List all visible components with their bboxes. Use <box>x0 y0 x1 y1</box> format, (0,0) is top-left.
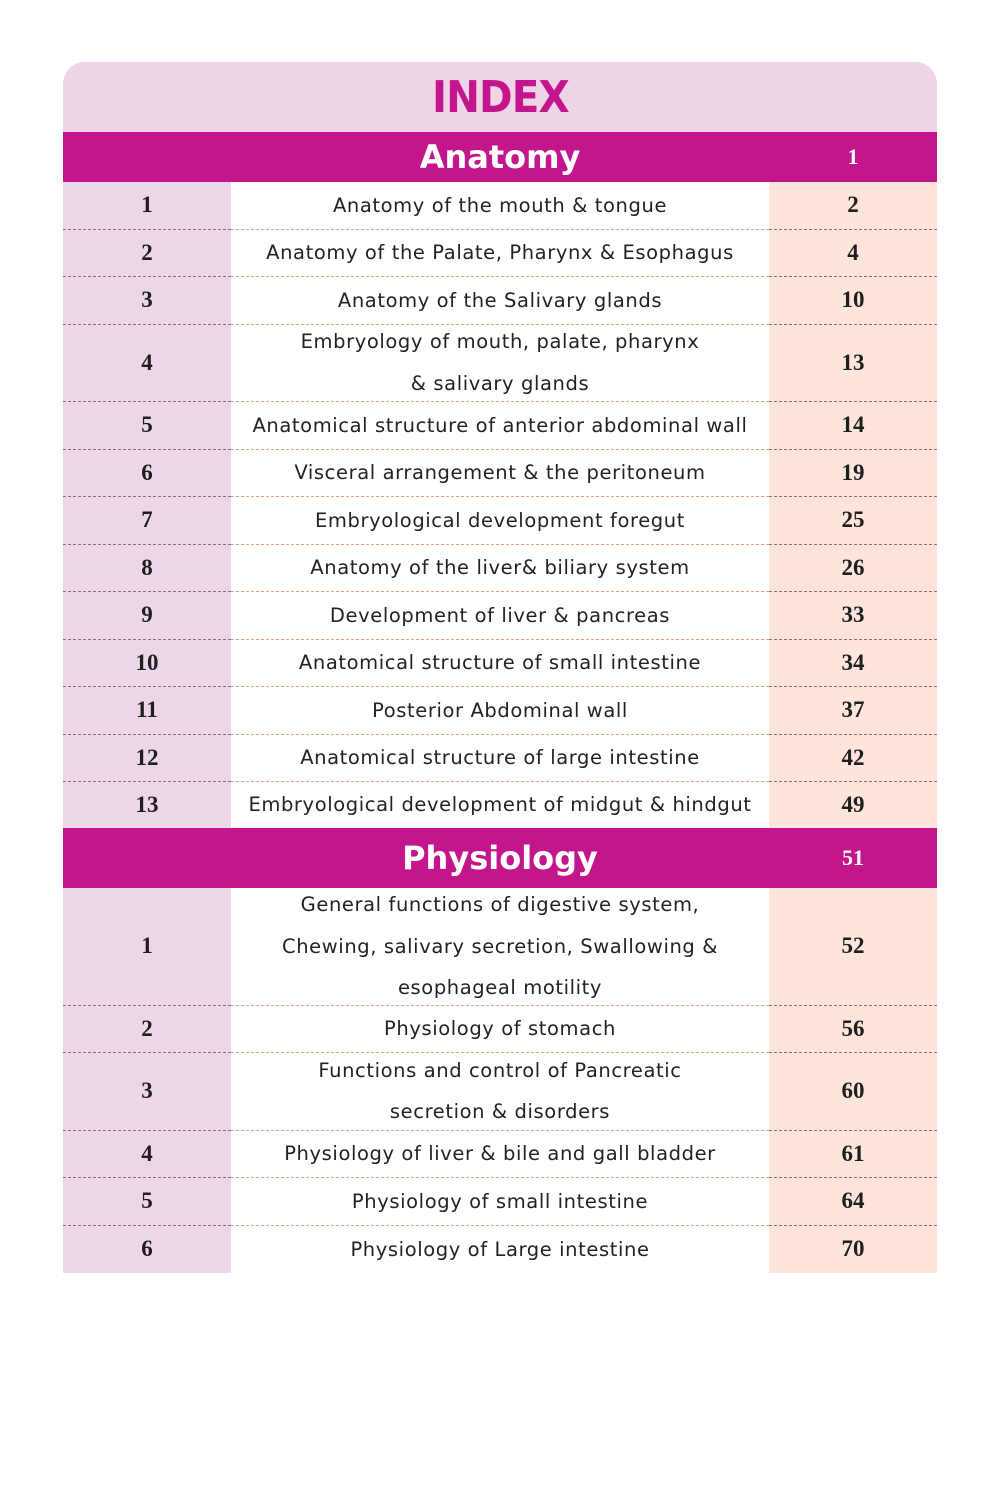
index-table <box>63 62 937 1273</box>
chapter-number: 1 <box>63 182 231 230</box>
chapter-number: 7 <box>63 497 231 545</box>
index-row <box>63 1006 937 1054</box>
chapter-number: 6 <box>63 1226 231 1274</box>
index-row <box>63 735 937 783</box>
chapter-page-number: 14 <box>769 402 937 450</box>
chapter-number: 12 <box>63 735 231 783</box>
chapter-number: 10 <box>63 640 231 688</box>
index-row <box>63 277 937 325</box>
chapter-page-number: 52 <box>769 888 937 1006</box>
section-header-anatomy <box>63 132 937 182</box>
chapter-number: 3 <box>63 1053 231 1131</box>
chapter-topic: Visceral arrangement & the peritoneum <box>231 450 769 498</box>
section-title: Physiology <box>402 839 598 877</box>
chapter-number: 5 <box>63 402 231 450</box>
index-title: INDEX <box>431 71 569 123</box>
chapter-number: 3 <box>63 277 231 325</box>
index-row <box>63 1053 937 1131</box>
chapter-page-number: 64 <box>769 1178 937 1226</box>
index-row <box>63 545 937 593</box>
chapter-topic: Development of liver & pancreas <box>231 592 769 640</box>
section-page-number: 1 <box>847 144 859 169</box>
index-row <box>63 687 937 735</box>
index-row <box>63 1131 937 1179</box>
index-row <box>63 325 937 403</box>
chapter-page-number: 70 <box>769 1226 937 1274</box>
section-page-number: 51 <box>842 845 864 870</box>
chapter-page-number: 13 <box>769 325 937 403</box>
chapter-page-number: 25 <box>769 497 937 545</box>
index-row <box>63 230 937 278</box>
index-row <box>63 640 937 688</box>
chapter-number: 1 <box>63 888 231 1006</box>
index-row <box>63 182 937 230</box>
chapter-number: 13 <box>63 782 231 828</box>
chapter-page-number: 2 <box>769 182 937 230</box>
chapter-page-number: 26 <box>769 545 937 593</box>
chapter-topic: Anatomical structure of large intestine <box>231 735 769 783</box>
index-row <box>63 592 937 640</box>
chapter-number: 6 <box>63 450 231 498</box>
chapter-number: 2 <box>63 1006 231 1054</box>
chapter-topic: Physiology of small intestine <box>231 1178 769 1226</box>
index-row <box>63 782 937 828</box>
chapter-number: 9 <box>63 592 231 640</box>
section-title: Anatomy <box>419 138 581 176</box>
chapter-topic: Anatomical structure of small intestine <box>231 640 769 688</box>
chapter-page-number: 42 <box>769 735 937 783</box>
chapter-page-number: 61 <box>769 1131 937 1179</box>
chapter-page-number: 33 <box>769 592 937 640</box>
chapter-topic: Anatomy of the mouth & tongue <box>231 182 769 230</box>
chapter-topic: General functions of digestive system, Chewing, salivary secretion, Swallowing & esophageal motility <box>231 888 769 1006</box>
chapter-page-number: 34 <box>769 640 937 688</box>
index-header <box>63 62 937 132</box>
chapter-number: 4 <box>63 1131 231 1179</box>
chapter-page-number: 56 <box>769 1006 937 1054</box>
section-header-physiology <box>63 828 937 888</box>
chapter-page-number: 49 <box>769 782 937 828</box>
chapter-number: 11 <box>63 687 231 735</box>
chapter-page-number: 10 <box>769 277 937 325</box>
chapter-page-number: 4 <box>769 230 937 278</box>
chapter-topic: Anatomy of the Palate, Pharynx & Esophagus <box>231 230 769 278</box>
chapter-page-number: 60 <box>769 1053 937 1131</box>
chapter-topic: Anatomy of the Salivary glands <box>231 277 769 325</box>
chapter-topic: Anatomical structure of anterior abdominal wall <box>231 402 769 450</box>
chapter-page-number: 37 <box>769 687 937 735</box>
index-row <box>63 888 937 1006</box>
chapter-topic: Anatomy of the liver& biliary system <box>231 545 769 593</box>
chapter-topic: Embryological development of midgut & hindgut <box>231 782 769 828</box>
chapter-page-number: 19 <box>769 450 937 498</box>
chapter-topic: Physiology of stomach <box>231 1006 769 1054</box>
chapter-number: 8 <box>63 545 231 593</box>
index-row <box>63 450 937 498</box>
index-row <box>63 402 937 450</box>
chapter-number: 4 <box>63 325 231 403</box>
index-row <box>63 1226 937 1274</box>
index-row <box>63 1178 937 1226</box>
chapter-topic: Functions and control of Pancreatic secretion & disorders <box>231 1053 769 1131</box>
chapter-topic: Embryological development foregut <box>231 497 769 545</box>
chapter-number: 2 <box>63 230 231 278</box>
index-row <box>63 497 937 545</box>
chapter-topic: Posterior Abdominal wall <box>231 687 769 735</box>
chapter-topic: Embryology of mouth, palate, pharynx & salivary glands <box>231 325 769 403</box>
chapter-number: 5 <box>63 1178 231 1226</box>
index-sections <box>63 132 937 1273</box>
chapter-topic: Physiology of Large intestine <box>231 1226 769 1274</box>
chapter-topic: Physiology of liver & bile and gall bladder <box>231 1131 769 1179</box>
